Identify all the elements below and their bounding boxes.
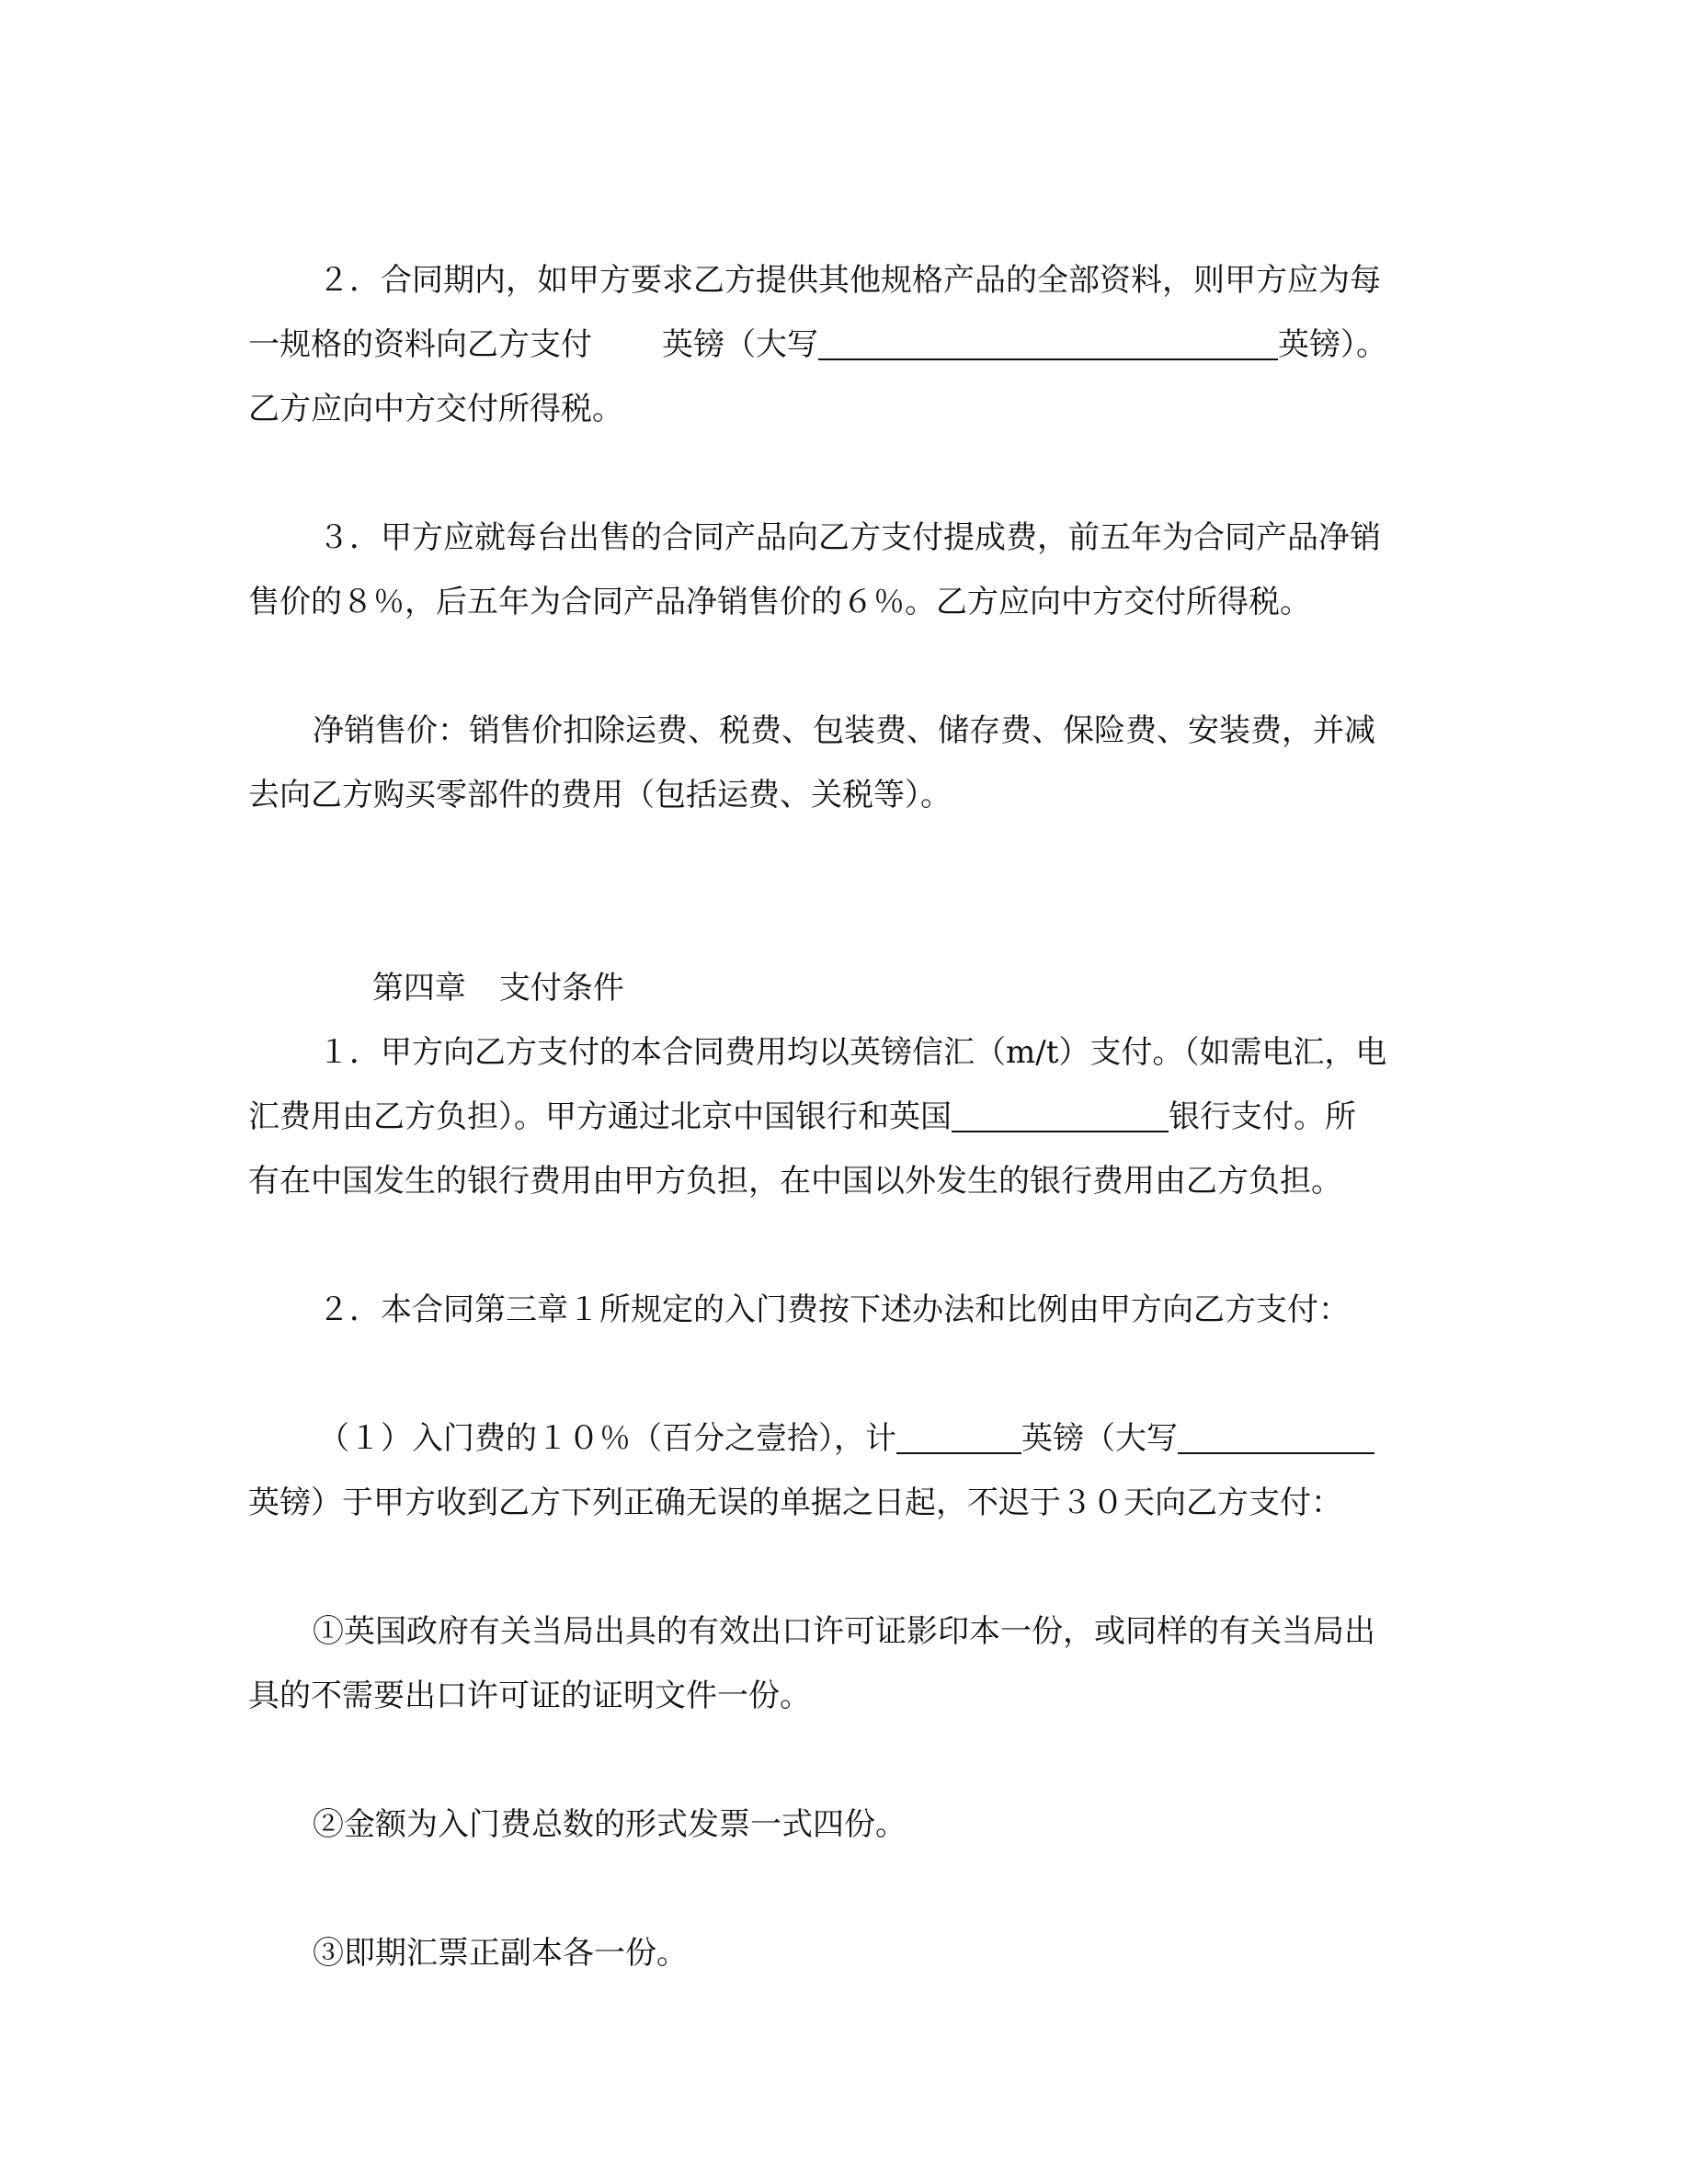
clause-4-2-1-text-b: 英镑（大写: [1021, 1420, 1178, 1457]
clause-3-3-line2: 售价的８％，后五年为合同产品净销售价的６％。乙方应向中方交付所得税。: [248, 584, 1311, 620]
document-item-2-line1: ②金额为入门费总数的形式发票一式四份。: [313, 1806, 907, 1843]
amount-in-words-blank: [818, 325, 1278, 360]
clause-3-2-line3: 乙方应向中方交付所得税。: [248, 391, 623, 427]
document-item-1-line1: ①英国政府有关当局出具的有效出口许可证影印本一份，或同样的有关当局出: [313, 1613, 1375, 1650]
net-sales-line1: 净销售价：销售价扣除运费、税费、包装费、储存费、保险费、安装费，并减: [313, 712, 1375, 749]
document-item-1-line2: 具的不需要出口许可证的证明文件一份。: [248, 1678, 811, 1714]
clause-4-1-line1: １．甲方向乙方支付的本合同费用均以英镑信汇（m/t）支付。（如需电汇，电: [318, 1034, 1387, 1071]
document-item-2: [313, 1792, 907, 1857]
chapter-title: 支付条件: [498, 970, 624, 1007]
clause-4-1-text-b: 银行支付。所: [1169, 1098, 1356, 1135]
chapter-number: 第四章: [371, 970, 466, 1007]
net-sales-line2: 去向乙方购买零部件的费用（包括运费、关税等）。: [248, 777, 952, 813]
clause-4-1-line3: 有在中国发生的银行费用由甲方负担，在中国以外发生的银行费用由乙方负担。: [248, 1163, 1342, 1200]
entrance-fee-words-blank: [1178, 1419, 1374, 1454]
clause-3-2-text-b: 英镑（大写: [662, 326, 818, 363]
clause-4-2-line1: ２．本合同第三章１所规定的入门费按下述办法和比例由甲方向乙方支付：: [318, 1291, 1350, 1328]
clause-4-1-text-a: 汇费用由乙方负担）。甲方通过北京中国银行和英国: [248, 1098, 952, 1135]
clause-3-2-line1: ２．合同期内，如甲方要求乙方提供其他规格产品的全部资料，则甲方应为每: [318, 262, 1381, 299]
clause-3-2-line2: [248, 313, 1387, 377]
clause-4-2: [318, 1278, 1350, 1342]
document-item-3-line1: ③即期汇票正副本各一份。: [313, 1935, 688, 1972]
clause-3-3-line1: ３．甲方应就每台出售的合同产品向乙方支付提成费，前五年为合同产品净销: [318, 519, 1381, 556]
clause-4-2-1-text-a: （１）入门费的１０％（百分之壹拾），计: [318, 1420, 896, 1457]
clause-4-2-1-line1: [318, 1406, 1374, 1471]
document-item-3: [313, 1921, 688, 1985]
clause-3-2-text-c: 英镑）。: [1278, 326, 1387, 363]
clause-4-2-1-line2: 英镑）于甲方收到乙方下列正确无误的单据之日起，不迟于３０天向乙方支付：: [248, 1484, 1342, 1521]
uk-bank-blank: [952, 1098, 1169, 1132]
entrance-fee-amount-blank: [896, 1419, 1021, 1454]
clause-4-1-line2: [248, 1085, 1356, 1149]
clause-3-2-text-a: 一规格的资料向乙方支付: [248, 326, 592, 363]
